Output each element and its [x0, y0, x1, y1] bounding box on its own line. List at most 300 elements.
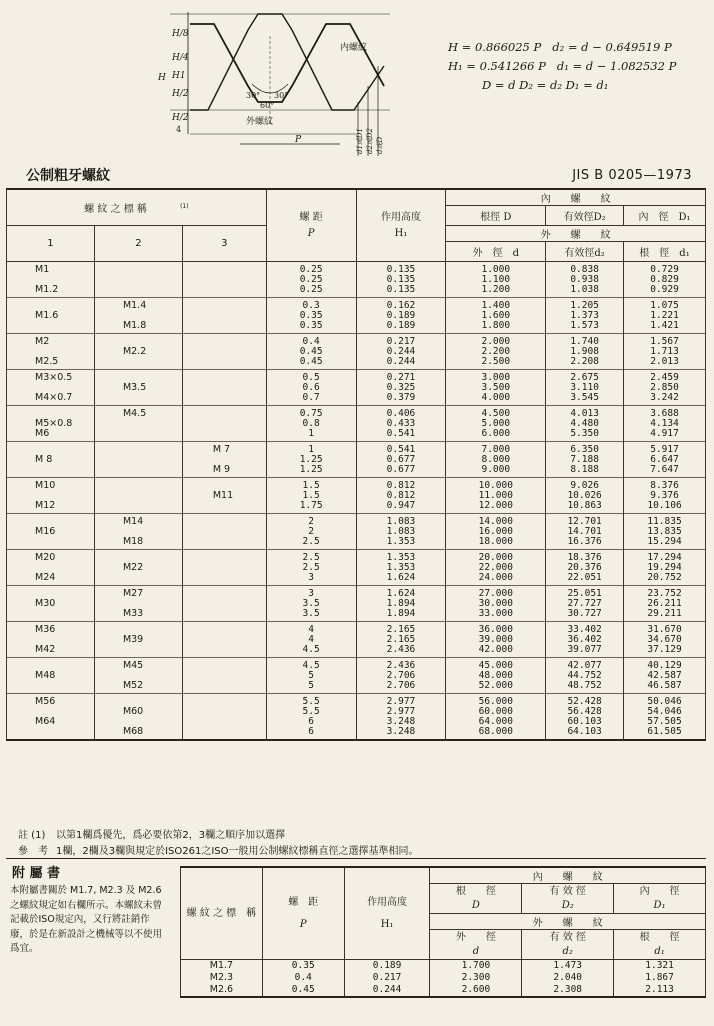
cell-value: 0.406	[386, 408, 416, 419]
appendix-row	[181, 984, 706, 997]
app-header-internal: 內 螺 紋	[532, 872, 603, 883]
value-column-d	[446, 406, 546, 442]
empty-slot	[7, 537, 94, 547]
empty-slot	[95, 491, 182, 501]
cell-value: 18.376	[567, 552, 602, 563]
appendix-cell-d1: 1.867	[614, 972, 706, 984]
cell-value: 17.294	[647, 552, 682, 563]
cell-value: 7.000	[481, 444, 511, 455]
cell-value: 0.45	[299, 346, 323, 357]
cell-value: 60.103	[567, 716, 602, 727]
cell-value: 0.271	[386, 372, 416, 383]
thread-size: M45	[122, 660, 144, 671]
cell-value: 0.244	[386, 346, 416, 357]
value-column-d2	[546, 694, 624, 741]
label-angle-60: 60°	[260, 101, 275, 110]
empty-slot	[183, 285, 266, 295]
value-column-p	[266, 514, 356, 550]
cell-value: 1.373	[570, 310, 599, 321]
cell-value: 44.752	[567, 670, 602, 681]
cell-value: 22.000	[478, 562, 513, 573]
header-pitch-sym: P	[307, 227, 315, 239]
value-column-p	[266, 298, 356, 334]
size-column-c3	[182, 694, 266, 741]
note-2-text: 1欄，2欄及3欄與規定於ISO261之ISO一般用公制螺紋標稱直徑之選擇基準相同。	[56, 846, 419, 857]
value-column-h	[356, 550, 446, 586]
cell-value: 3.545	[570, 392, 599, 403]
cell-value: 10.863	[567, 500, 602, 511]
cell-value: 0.5	[302, 372, 320, 383]
empty-slot	[7, 465, 94, 475]
cell-value: 4.013	[570, 408, 599, 419]
thread-size: M60	[122, 706, 144, 717]
cell-value: 14.000	[478, 516, 513, 527]
cell-value: 8.376	[650, 480, 679, 491]
empty-slot	[183, 409, 266, 419]
cell-value: 50.046	[647, 696, 682, 707]
cell-value: 14.701	[567, 526, 602, 537]
cell-value: 1.200	[481, 284, 511, 295]
appendix-cell-h: 0.244	[344, 984, 430, 997]
thread-size: M52	[122, 680, 144, 691]
cell-value: 48.752	[567, 680, 602, 691]
cell-value: 30.000	[478, 598, 513, 609]
value-column-d1	[624, 694, 706, 741]
cell-value: 5.350	[570, 428, 599, 439]
size-column-c2	[94, 514, 182, 550]
cell-value: 20.376	[567, 562, 602, 573]
empty-slot	[183, 373, 266, 383]
cell-value: 7.188	[570, 454, 599, 465]
value-column-p	[266, 550, 356, 586]
header-height-sym: H₁	[394, 227, 408, 239]
value-column-d2	[546, 442, 624, 478]
cell-value: 5.000	[481, 418, 511, 429]
cell-value: 36.402	[567, 634, 602, 645]
cell-value: 54.046	[647, 706, 682, 717]
cell-value: 4	[308, 634, 314, 645]
cell-value: 24.000	[478, 572, 513, 583]
value-column-d2	[546, 514, 624, 550]
thread-size: M4.5	[122, 408, 147, 419]
table-row	[7, 406, 706, 442]
app-header-root-sym: D	[471, 899, 480, 911]
size-column-c3	[182, 550, 266, 586]
value-column-p	[266, 406, 356, 442]
value-column-d2	[546, 406, 624, 442]
cell-value: 0.541	[386, 428, 416, 439]
app-header-pitch: 螺 距	[288, 896, 319, 908]
appendix-cell-p: 0.45	[262, 984, 344, 997]
empty-slot	[183, 553, 266, 563]
size-column-c2	[94, 550, 182, 586]
cell-value: 0.829	[650, 274, 679, 285]
cell-value: 52.428	[567, 696, 602, 707]
empty-slot	[95, 465, 182, 475]
value-column-d	[446, 262, 546, 298]
size-column-c1	[7, 262, 95, 298]
app-header-name: 螺 紋 之 標 稱	[186, 907, 257, 919]
cell-value: 13.835	[647, 526, 682, 537]
value-column-d2	[546, 262, 624, 298]
empty-slot	[183, 717, 266, 727]
label-H1: H1	[172, 71, 186, 81]
app-header-height-sym: H₁	[380, 918, 394, 930]
header-inner-D1: 內 徑 D₁	[638, 212, 691, 223]
cell-value: 4.917	[650, 428, 679, 439]
cell-value: 3	[308, 588, 314, 599]
value-column-p	[266, 334, 356, 370]
cell-value: 1	[308, 444, 314, 455]
thread-size: M16	[35, 526, 56, 537]
cell-value: 0.3	[302, 300, 320, 311]
size-column-c3	[182, 514, 266, 550]
note-1-key: 註 (1)	[18, 830, 46, 841]
value-column-d2	[546, 550, 624, 586]
empty-slot	[183, 517, 266, 527]
empty-slot	[183, 393, 266, 403]
value-column-p	[266, 586, 356, 622]
formula-d1: d₁ = d − 1.082532 P	[556, 59, 677, 73]
empty-slot	[7, 609, 94, 619]
value-column-d1	[624, 514, 706, 550]
value-column-d	[446, 334, 546, 370]
value-column-d2	[546, 622, 624, 658]
app-header-root2: 根 徑	[639, 931, 680, 943]
formula-block	[448, 38, 708, 95]
cell-value: 56.428	[567, 706, 602, 717]
app-header-outer: 外 徑	[455, 931, 496, 943]
cell-value: 7.647	[650, 464, 679, 475]
label-H2a: H/2	[172, 89, 189, 99]
app-header-outer-sym: d	[472, 945, 480, 957]
cell-value: 0.325	[386, 382, 416, 393]
empty-slot	[95, 445, 182, 455]
cell-value: 0.8	[302, 418, 320, 429]
cell-value: 1.800	[481, 320, 511, 331]
cell-value: 2.5	[302, 552, 320, 563]
app-header-eff2-sym: d₂	[562, 945, 573, 957]
cell-value: 3.248	[386, 716, 416, 727]
table-row	[7, 550, 706, 586]
label-inner-thread: 内螺紋	[340, 43, 368, 53]
appendix-text: 本附屬書關於 M1.7, M2.3 及 M2.6之螺紋規定如右欄所示。本螺紋未曾記載於ISO規定內，又行將註銷作廢，於是在新設計之機械等以不使用爲宜。	[10, 885, 163, 954]
thread-size: M14	[122, 516, 144, 527]
cell-value: 46.587	[647, 680, 682, 691]
empty-slot	[7, 727, 94, 737]
header-eff-d2: 有效徑d₂	[564, 248, 605, 259]
cell-value: 3.248	[386, 726, 416, 737]
appendix-cell-h: 0.189	[344, 960, 430, 973]
appendix-cell-name: M2.3	[181, 972, 263, 984]
table-row	[7, 622, 706, 658]
empty-slot	[95, 357, 182, 367]
cell-value: 23.752	[647, 588, 682, 599]
cell-value: 1.421	[650, 320, 679, 331]
label-outer-thread: 外螺紋	[246, 117, 274, 127]
value-column-h	[356, 586, 446, 622]
thread-size: M48	[35, 670, 56, 681]
empty-slot	[95, 501, 182, 511]
thread-size: M3.5	[122, 382, 147, 393]
cell-value: 3.688	[650, 408, 679, 419]
value-column-d	[446, 694, 546, 741]
cell-value: 5	[308, 680, 314, 691]
appendix-cell-d: 2.300	[430, 972, 522, 984]
cell-value: 3.5	[302, 598, 320, 609]
value-column-p	[266, 658, 356, 694]
cell-value: 1.5	[302, 490, 320, 501]
thread-size: M4×0.7	[35, 392, 73, 403]
thread-size: M33	[122, 608, 144, 619]
appendix-cell-d: 2.600	[430, 984, 522, 997]
cell-value: 0.812	[386, 480, 416, 491]
thread-size: M22	[122, 562, 144, 573]
cell-value: 26.211	[647, 598, 682, 609]
size-column-c3	[182, 262, 266, 298]
appendix-cell-p: 0.35	[262, 960, 344, 973]
cell-value: 1.713	[650, 346, 679, 357]
cell-value: 5	[308, 670, 314, 681]
cell-value: 4.5	[302, 644, 320, 655]
value-column-d2	[546, 586, 624, 622]
cell-value: 8.188	[570, 464, 599, 475]
value-column-h	[356, 298, 446, 334]
header-col-3: 3	[221, 238, 228, 249]
thread-size: M24	[35, 572, 56, 583]
size-column-c3	[182, 622, 266, 658]
value-column-h	[356, 406, 446, 442]
header-root-d1: 根 徑 d₁	[639, 248, 690, 259]
empty-slot	[95, 573, 182, 583]
note-2-key: 參 考	[18, 846, 48, 857]
header-note-mark: (1)	[180, 202, 189, 210]
cell-value: 0.217	[386, 336, 416, 347]
size-column-c2	[94, 442, 182, 478]
table-row	[7, 442, 706, 478]
size-column-c1	[7, 694, 95, 741]
cell-value: 1.600	[481, 310, 511, 321]
cell-value: 0.162	[386, 300, 416, 311]
cell-value: 22.051	[567, 572, 602, 583]
table-row	[7, 478, 706, 514]
value-column-p	[266, 370, 356, 406]
label-d: d或D	[376, 136, 384, 154]
cell-value: 0.938	[570, 274, 599, 285]
cell-value: 1.894	[386, 598, 416, 609]
cell-value: 1.075	[650, 300, 679, 311]
value-column-h	[356, 658, 446, 694]
thread-profile-diagram	[150, 6, 410, 156]
empty-slot	[183, 645, 266, 655]
thread-size: M 7	[212, 444, 231, 455]
cell-value: 6	[308, 716, 314, 727]
cell-value: 1.221	[650, 310, 679, 321]
cell-value: 0.35	[299, 310, 323, 321]
empty-slot	[183, 697, 266, 707]
cell-value: 1	[308, 428, 314, 439]
value-column-h	[356, 694, 446, 741]
cell-value: 2.977	[386, 706, 416, 717]
cell-value: 5.917	[650, 444, 679, 455]
empty-slot	[183, 671, 266, 681]
cell-value: 2.675	[570, 372, 599, 383]
value-column-p	[266, 262, 356, 298]
cell-value: 1.894	[386, 608, 416, 619]
value-column-h	[356, 262, 446, 298]
cell-value: 52.000	[478, 680, 513, 691]
thread-size: M42	[35, 644, 56, 655]
cell-value: 9.026	[570, 480, 599, 491]
empty-slot	[95, 455, 182, 465]
size-column-c1	[7, 334, 95, 370]
appendix-cell-name: M1.7	[181, 960, 263, 973]
appendix-cell-d1: 1.321	[614, 960, 706, 973]
thread-size: M1.2	[35, 284, 59, 295]
thread-size: M39	[122, 634, 144, 645]
cell-value: 19.294	[647, 562, 682, 573]
size-column-c2	[94, 694, 182, 741]
cell-value: 10.026	[567, 490, 602, 501]
value-column-p	[266, 442, 356, 478]
cell-value: 37.129	[647, 644, 682, 655]
cell-value: 2.977	[386, 696, 416, 707]
table-row	[7, 262, 706, 298]
cell-value: 1.908	[570, 346, 599, 357]
value-column-h	[356, 622, 446, 658]
value-column-d	[446, 622, 546, 658]
cell-value: 6	[308, 726, 314, 737]
value-column-d	[446, 370, 546, 406]
size-column-c2	[94, 334, 182, 370]
appendix-cell-d: 1.700	[430, 960, 522, 973]
size-column-c1	[7, 478, 95, 514]
value-column-p	[266, 622, 356, 658]
label-angle-30a: 30°	[246, 91, 261, 100]
size-column-c3	[182, 478, 266, 514]
cell-value: 16.000	[478, 526, 513, 537]
value-column-d1	[624, 298, 706, 334]
empty-slot	[183, 707, 266, 717]
empty-slot	[183, 635, 266, 645]
header-external: 外 螺 紋	[540, 230, 611, 241]
cell-value: 1.353	[386, 562, 416, 573]
value-column-h	[356, 478, 446, 514]
header-root-D: 根徑 D	[480, 212, 512, 223]
empty-slot	[95, 481, 182, 491]
cell-value: 1.5	[302, 480, 320, 491]
cell-value: 0.379	[386, 392, 416, 403]
value-column-d2	[546, 298, 624, 334]
cell-value: 0.75	[299, 408, 323, 419]
cell-value: 61.505	[647, 726, 682, 737]
cell-value: 8.000	[481, 454, 511, 465]
appendix-table-body	[181, 960, 706, 998]
appendix-cell-d2: 1.473	[522, 960, 614, 973]
table-row	[7, 370, 706, 406]
cell-value: 29.211	[647, 608, 682, 619]
header-internal: 內 螺 紋	[540, 194, 611, 205]
empty-slot	[183, 419, 266, 429]
size-column-c3	[182, 334, 266, 370]
cell-value: 12.701	[567, 516, 602, 527]
cell-value: 34.670	[647, 634, 682, 645]
size-column-c2	[94, 622, 182, 658]
empty-slot	[7, 681, 94, 691]
table-row	[7, 298, 706, 334]
cell-value: 0.433	[386, 418, 416, 429]
appendix-cell-d1: 2.113	[614, 984, 706, 997]
size-column-c2	[94, 586, 182, 622]
cell-value: 64.000	[478, 716, 513, 727]
value-column-d	[446, 658, 546, 694]
table-body	[7, 262, 706, 741]
empty-slot	[95, 645, 182, 655]
size-column-c3	[182, 586, 266, 622]
cell-value: 1.038	[570, 284, 599, 295]
value-column-d1	[624, 334, 706, 370]
empty-slot	[183, 311, 266, 321]
header-col-2: 2	[135, 238, 142, 249]
appendix-row	[181, 972, 706, 984]
label-H4: H/4	[172, 53, 189, 63]
value-column-d	[446, 550, 546, 586]
thread-size: M2	[35, 336, 50, 347]
cell-value: 27.000	[478, 588, 513, 599]
label-d1: d1或D1	[356, 127, 364, 154]
appendix-cell-d2: 2.308	[522, 984, 614, 997]
size-column-c2	[94, 298, 182, 334]
cell-value: 6.350	[570, 444, 599, 455]
cell-value: 4.5	[302, 660, 320, 671]
thread-size: M30	[35, 598, 56, 609]
cell-value: 1.100	[481, 274, 511, 285]
cell-value: 4.134	[650, 418, 679, 429]
appendix-cell-name: M2.6	[181, 984, 263, 997]
cell-value: 2	[308, 516, 314, 527]
cell-value: 31.670	[647, 624, 682, 635]
size-column-c1	[7, 298, 95, 334]
cell-value: 18.000	[478, 536, 513, 547]
label-angle-30b: 30°	[274, 91, 289, 100]
cell-value: 36.000	[478, 624, 513, 635]
cell-value: 2.000	[481, 336, 511, 347]
empty-slot	[183, 573, 266, 583]
value-column-d2	[546, 658, 624, 694]
label-d2: d2或D2	[366, 127, 374, 154]
cell-value: 2.165	[386, 634, 416, 645]
value-column-d1	[624, 658, 706, 694]
cell-value: 9.000	[481, 464, 511, 475]
thread-size: M2.5	[35, 356, 59, 367]
appendix-table	[180, 866, 706, 998]
value-column-d1	[624, 442, 706, 478]
thread-size: M11	[212, 490, 234, 501]
app-header-inner-sym: D₁	[653, 899, 666, 911]
cell-value: 20.752	[647, 572, 682, 583]
empty-slot	[95, 265, 182, 275]
cell-value: 11.000	[478, 490, 513, 501]
empty-slot	[183, 563, 266, 573]
thread-size: M1	[35, 264, 50, 275]
cell-value: 2.500	[481, 356, 511, 367]
cell-value: 0.35	[299, 320, 323, 331]
formula-d2: d₂ = d − 0.649519 P	[552, 40, 672, 54]
cell-value: 0.45	[299, 356, 323, 367]
cell-value: 0.929	[650, 284, 679, 295]
value-column-d1	[624, 478, 706, 514]
appendix-cell-d2: 2.040	[522, 972, 614, 984]
